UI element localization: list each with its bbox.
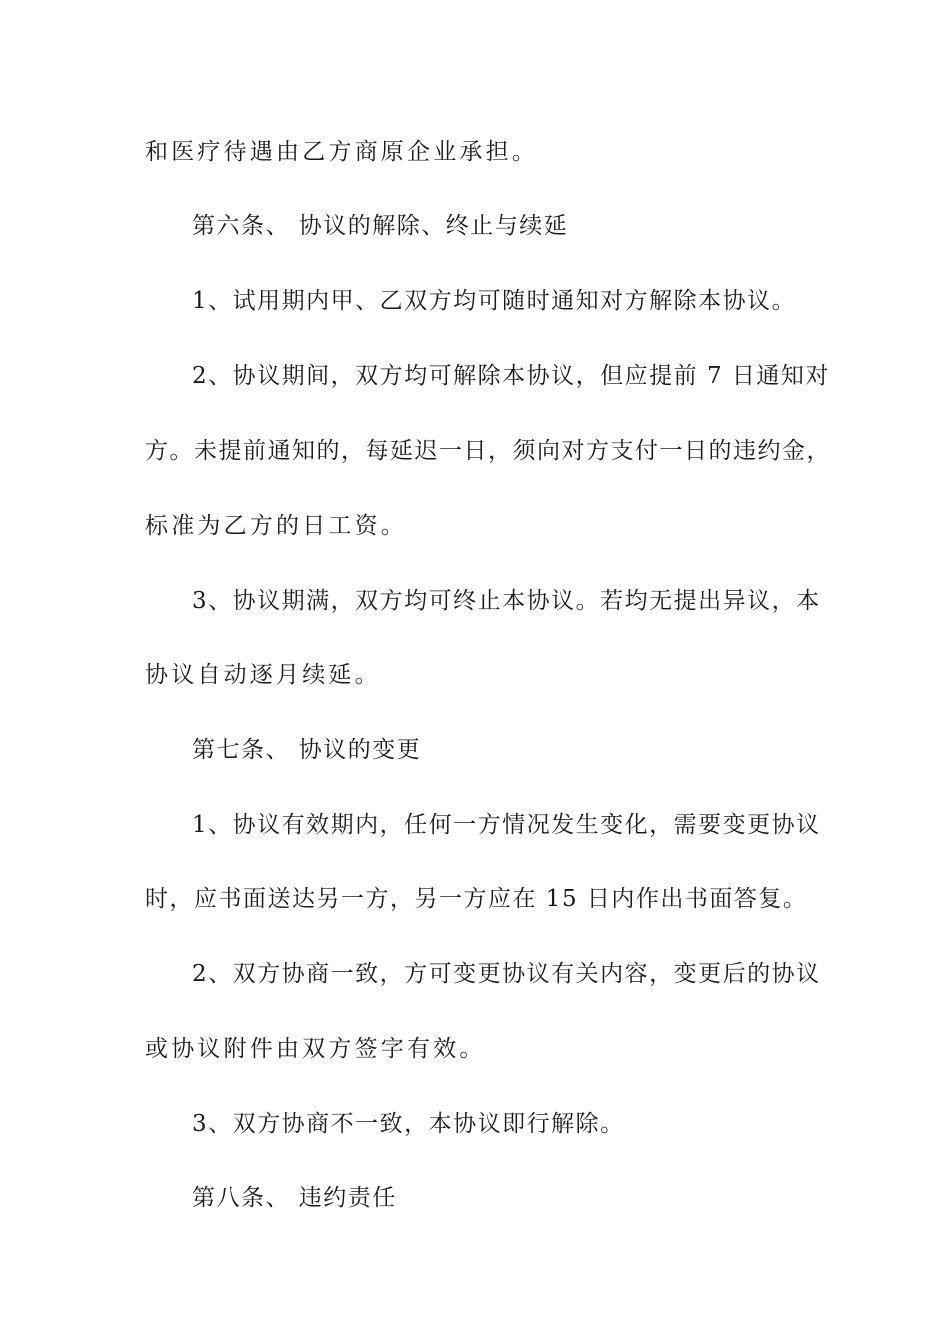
section-heading-7: 第七条、 协议的变更 bbox=[192, 737, 422, 763]
paragraph-line: 2、协议期间，双方均可解除本协议，但应提前 7 日通知对 bbox=[192, 363, 830, 389]
paragraph-line: 或协议附件由双方签字有效。 bbox=[145, 1036, 486, 1062]
paragraph-line: 方。未提前通知的，每延迟一日，须向对方支付一日的违约金， bbox=[145, 438, 831, 464]
section-heading-8: 第八条、 违约责任 bbox=[192, 1185, 397, 1211]
paragraph-line: 2、双方协商一致，方可变更协议有关内容，变更后的协议 bbox=[192, 961, 821, 987]
paragraph-line: 协议自动逐月续延。 bbox=[145, 662, 381, 688]
paragraph-line: 1、试用期内甲、乙双方均可随时通知对方解除本协议。 bbox=[192, 288, 797, 314]
paragraph-line: 1、协议有效期内，任何一方情况发生变化，需要变更协议 bbox=[192, 812, 821, 838]
paragraph-line: 标准为乙方的日工资。 bbox=[145, 513, 407, 539]
section-heading-6: 第六条、 协议的解除、终止与续延 bbox=[192, 213, 569, 239]
paragraph-line: 和医疗待遇由乙方商原企业承担。 bbox=[145, 139, 538, 165]
paragraph-line: 时，应书面送达另一方，另一方应在 15 日内作出书面答复。 bbox=[145, 886, 808, 912]
paragraph-line: 3、双方协商不一致，本协议即行解除。 bbox=[192, 1111, 625, 1137]
paragraph-line: 3、协议期满，双方均可终止本协议。若均无提出异议，本 bbox=[192, 588, 821, 614]
